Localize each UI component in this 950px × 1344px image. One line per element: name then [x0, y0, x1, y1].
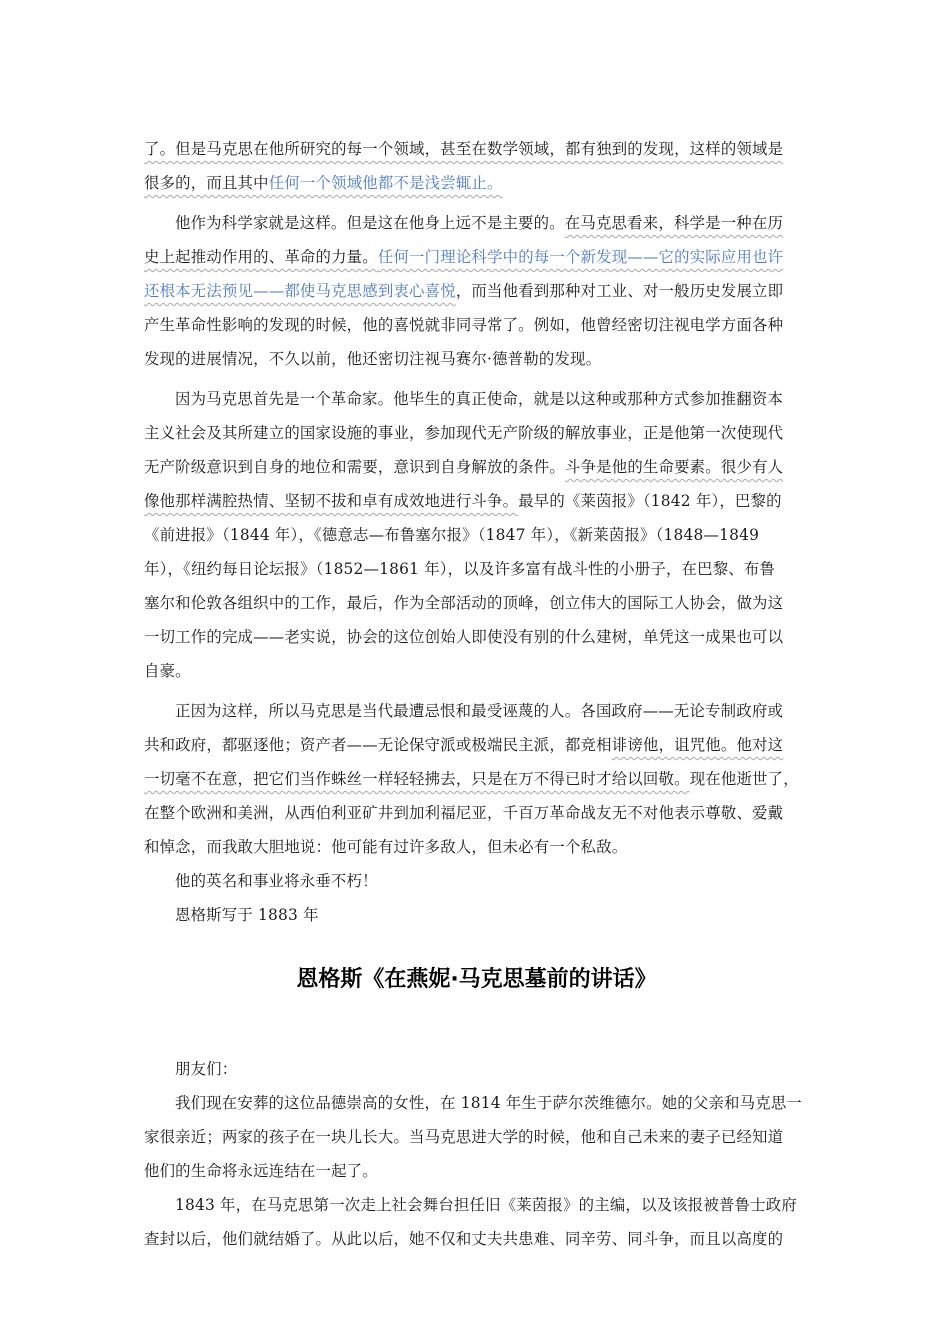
closing-line: 他的英名和事业将永垂不朽！: [175, 872, 378, 890]
text-span: 诽谤他，诅咒他。他对这: [611, 736, 784, 754]
text-line: 正因为这样，所以马克思是当代最遭忌恨和最受诬蔑的人。各国政府——无论专制政府或: [175, 702, 784, 720]
text-line: 了。但是马克思在他所研究的每一个领域，甚至在数学领域，都有独到的发现，这样的领域是: [144, 140, 784, 158]
text-line: [144, 450, 809, 484]
text-line: [144, 240, 809, 274]
text-line: 自豪。: [144, 662, 191, 680]
text-line: 主义社会及其所建立的国家设施的事业，参加现代无产阶级的解放事业，正是他第一次使现代: [144, 424, 784, 442]
text-line: 因为马克思首先是一个革命家。他毕生的真正使命，就是以这种或那种方式参加推翻资本: [175, 390, 784, 408]
text-line: [144, 484, 809, 518]
text-line: 我们现在安葬的这位品德崇高的女性，在 1814 年生于萨尔茨维德尔。她的父亲和马克思一: [175, 1094, 803, 1112]
text-line: 1843 年，在马克思第一次走上社会舞台担任旧《莱茵报》的主编，以及该报被普鲁士政府: [175, 1196, 797, 1214]
text-line: 查封以后，他们就结婚了。从此以后，她不仅和丈夫共患难、同辛劳、同斗争，而且以高度的: [144, 1230, 784, 1248]
greeting-line: 朋友们：: [175, 1060, 238, 1078]
text-line: [144, 728, 809, 762]
text-line: 在整个欧洲和美洲，从西伯利亚矿井到加利福尼亚，千百万革命战友无不对他表示尊敬、爱戴: [144, 804, 784, 822]
text-span: 无产阶级意识到自身的地位和需要，意识到自身解放的条件。: [144, 458, 565, 476]
document-page: [144, 132, 809, 1256]
text-line: 一切工作的完成——老实说，协会的这位创始人即使没有别的什么建树，单凭这一成果也可以: [144, 628, 784, 646]
text-span: 最早的《莱茵报》（1842 年），巴黎的: [518, 492, 782, 510]
text-line: 塞尔和伦敦各组织中的工作，最后，作为全部活动的顶峰，创立伟大的国际工人协会，做为这: [144, 594, 784, 612]
text-line: 发现的进展情况，不久以前，他还密切注视马赛尔·德普勒的发现。: [144, 350, 602, 368]
text-line: 《前进报》（1844 年），《德意志—布鲁塞尔报》（1847 年），《新莱茵报》（1848—1849: [144, 526, 760, 544]
text-line: [144, 206, 809, 240]
text-span: 斗争是他的生命要素。很少有人: [564, 458, 784, 476]
attribution-line: 恩格斯写于 1883 年: [175, 906, 319, 924]
text-line: 家很亲近；两家的孩子在一块儿长大。当马克思进大学的时候，他和自己未来的妻子已经知道: [144, 1128, 784, 1146]
highlighted-text: 任何一门理论科学中的每一个新发现——它的实际应用也许: [377, 248, 784, 266]
section-title: 恩格斯《在燕妮·马克思墓前的讲话》: [296, 967, 657, 992]
text-span: 很多的，而且其中: [144, 174, 269, 192]
highlighted-text: 任何一个领域他都不是浅尝辄止。: [268, 174, 503, 192]
text-span: 一切毫不在意，把它们当作蛛丝一样轻轻拂去，只是在万不得已时才给以回敬。: [144, 770, 690, 788]
text-span: 共和政府，都驱逐他；资产者——无论保守派或极端民主派，都竞相: [144, 736, 612, 754]
text-span: 史上起推动作用的、革命的力量。: [144, 248, 378, 266]
text-line: 年），《纽约每日论坛报》（1852—1861 年），以及许多富有战斗性的小册子，在巴黎、布鲁: [144, 560, 776, 578]
text-line: 产生革命性影响的发现的时候，他的喜悦就非同寻常了。例如，他曾经密切注视电学方面各种: [144, 316, 784, 334]
text-line: 和悼念，而我敢大胆地说：他可能有过许多敌人，但未必有一个私敌。: [144, 838, 628, 856]
text-line: [144, 274, 809, 308]
text-span: ，而当他看到那种对工业、对一般历史发展立即: [455, 282, 784, 300]
text-line: 他们的生命将永远连结在一起了。: [144, 1162, 378, 1180]
text-line: [144, 166, 809, 200]
text-span: 现在他逝世了，: [689, 770, 799, 788]
text-span: 像他那样满腔热情、坚韧不拔和卓有成效地进行斗争。: [144, 492, 519, 510]
text-span: 他作为科学家就是这样。但是这在他身上远不是主要的。: [175, 214, 565, 232]
text-span: 在马克思看来，科学是一种在历: [564, 214, 784, 232]
highlighted-text: 还根本无法预见——都使马克思感到衷心喜悦: [144, 282, 456, 300]
text-line: [144, 762, 809, 796]
